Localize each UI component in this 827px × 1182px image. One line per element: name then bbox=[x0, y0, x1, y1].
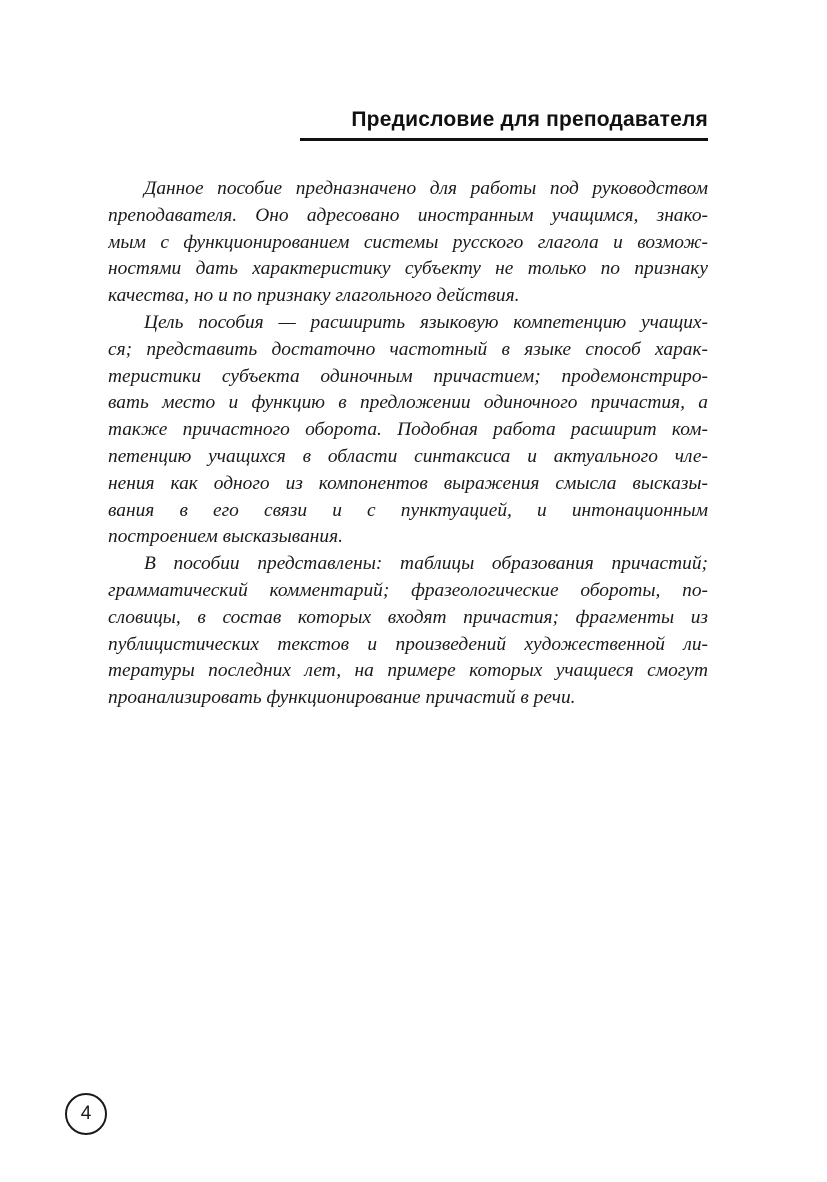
page-number: 4 bbox=[65, 1093, 107, 1135]
text-line: также причастного оборота. Подобная работа расширит ком- bbox=[108, 419, 708, 441]
text-line: словицы, в состав которых входят причастия; фрагменты из bbox=[108, 606, 708, 628]
text-line: теристики субъекта одиночным причастием; продемонстриро- bbox=[108, 365, 708, 387]
text-line: мым с функционированием системы русского глагола и возмож- bbox=[108, 231, 708, 253]
text-line: качества, но и по признаку глагольного действия. bbox=[108, 285, 520, 307]
section-heading: Предисловие для преподавателя bbox=[300, 103, 708, 141]
text-line: преподавателя. Оно адресовано иностранным учащимся, знако- bbox=[108, 204, 708, 226]
paragraph bbox=[108, 551, 708, 712]
text-line: вания в его связи и с пунктуацией, и интонационным bbox=[108, 499, 708, 521]
text-line: ностями дать характеристику субъекту не только по признаку bbox=[108, 258, 708, 280]
text-line: петенцию учащихся в области синтаксиса и актуального чле- bbox=[108, 445, 708, 467]
body-text bbox=[108, 176, 708, 712]
text-line: Цель пособия — расширить языковую компетенцию учащих- bbox=[144, 311, 708, 333]
text-line: Данное пособие предназначено для работы под руководством bbox=[144, 178, 708, 199]
text-line: вать место и функцию в предложении одиночного причастия, а bbox=[108, 392, 708, 414]
text-line: проанализировать функционирование причастий в речи. bbox=[108, 687, 576, 709]
text-line: грамматический комментарий; фразеологические обороты, по- bbox=[108, 579, 708, 601]
text-line: построением высказывания. bbox=[108, 526, 343, 548]
text-line: ся; представить достаточно частотный в языке способ харак- bbox=[108, 338, 708, 360]
text-line: публицистических текстов и произведений художественной ли- bbox=[108, 633, 708, 655]
paragraph bbox=[108, 176, 708, 310]
text-line: В пособии представлены: таблицы образования причастий; bbox=[144, 553, 708, 575]
text-line: тературы последних лет, на примере которых учащиеся смогут bbox=[108, 660, 708, 682]
text-line: нения как одного из компонентов выражения смысла высказы- bbox=[108, 472, 708, 494]
paragraph bbox=[108, 310, 708, 551]
